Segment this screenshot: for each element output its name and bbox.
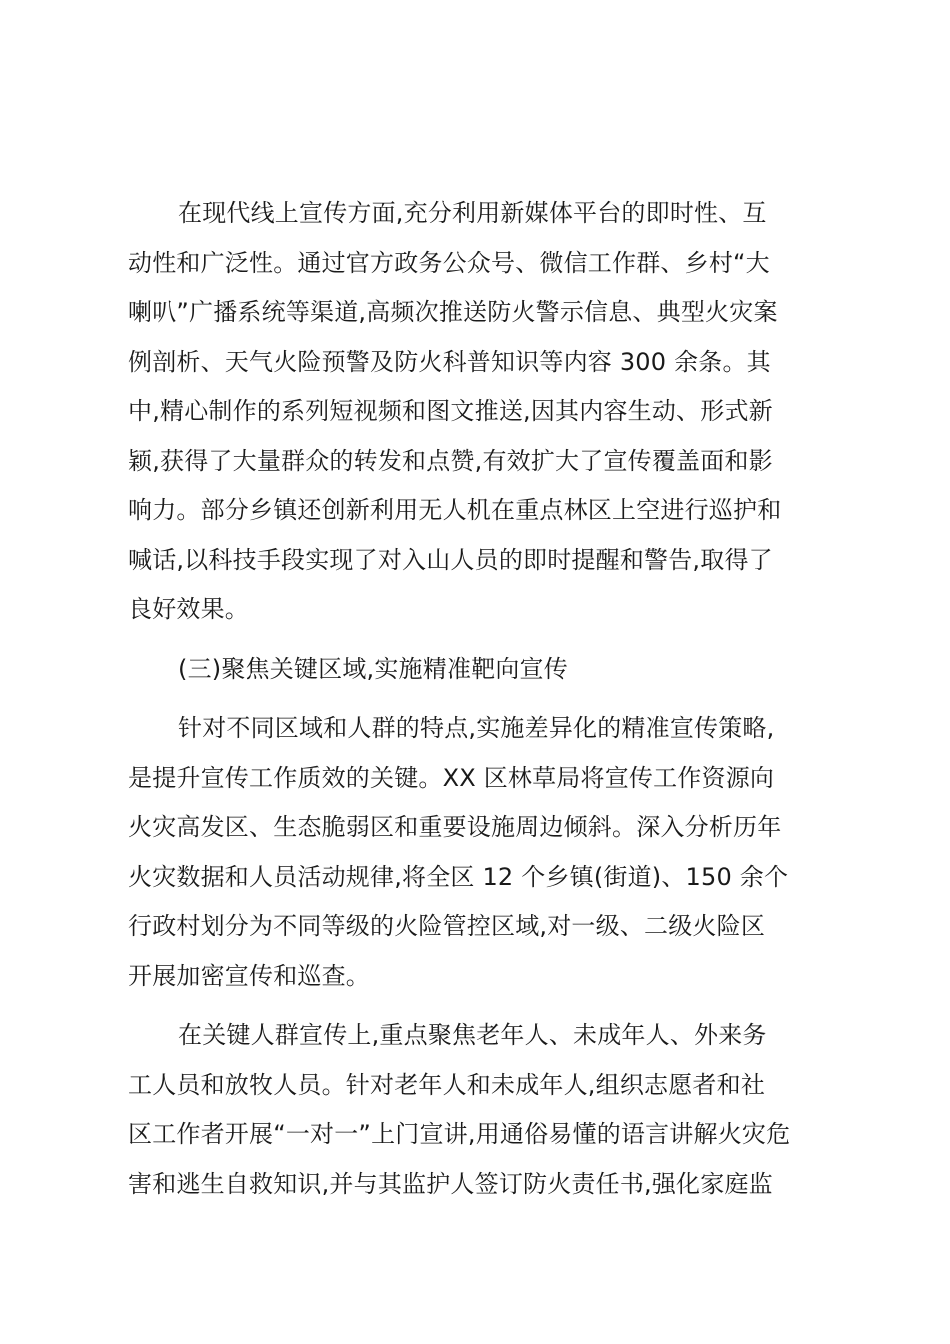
paragraph-online-publicity-line-8: 喊话,以科技手段实现了对入山人员的即时提醒和警告,取得了 <box>128 546 773 574</box>
paragraph-online-publicity-line-1: 在现代线上宣传方面,充分利用新媒体平台的即时性、互 <box>178 199 767 227</box>
paragraph-online-publicity-line-2: 动性和广泛性。通过官方政务公众号、微信工作群、乡村“大 <box>128 249 770 277</box>
paragraph-online-publicity-line-3: 喇叭”广播系统等渠道,高频次推送防火警示信息、典型火灾案 <box>128 298 778 326</box>
paragraph-online-publicity-line-9: 良好效果。 <box>128 595 249 623</box>
paragraph-online-publicity-line-4: 例剖析、天气火险预警及防火科普知识等内容 300 余条。其 <box>128 348 771 376</box>
paragraph-targeted-areas-line-5: 行政村划分为不同等级的火险管控区域,对一级、二级火险区 <box>128 912 766 940</box>
paragraph-online-publicity-line-5: 中,精心制作的系列短视频和图文推送,因其内容生动、形式新 <box>128 397 773 425</box>
paragraph-key-groups-line-3: 区工作者开展“一对一”上门宣讲,用通俗易懂的语言讲解火灾危 <box>128 1120 791 1148</box>
paragraph-key-groups-line-2: 工人员和放牧人员。针对老年人和未成年人,组织志愿者和社 <box>128 1071 766 1099</box>
paragraph-online-publicity-line-7: 响力。部分乡镇还创新利用无人机在重点林区上空进行巡护和 <box>128 496 782 524</box>
paragraph-online-publicity-line-6: 颖,获得了大量群众的转发和点赞,有效扩大了宣传覆盖面和影 <box>128 447 773 475</box>
paragraph-targeted-areas-line-4: 火灾数据和人员活动规律,将全区 12 个乡镇(街道)、150 余个 <box>128 863 789 891</box>
paragraph-key-groups-line-4: 害和逃生自救知识,并与其监护人签订防火责任书,强化家庭监 <box>128 1170 773 1198</box>
paragraph-targeted-areas-line-3: 火灾高发区、生态脆弱区和重要设施周边倾斜。深入分析历年 <box>128 813 782 841</box>
paragraph-targeted-areas-line-6: 开展加密宣传和巡查。 <box>128 962 370 990</box>
paragraph-key-groups-line-1: 在关键人群宣传上,重点聚焦老年人、未成年人、外来务 <box>178 1021 767 1049</box>
section-heading: (三)聚焦关键区域,实施精准靶向宣传 <box>178 655 568 683</box>
paragraph-targeted-areas-line-1: 针对不同区域和人群的特点,实施差异化的精准宣传策略, <box>178 714 775 742</box>
paragraph-targeted-areas-line-2: 是提升宣传工作质效的关键。XX 区林草局将宣传工作资源向 <box>128 764 775 792</box>
